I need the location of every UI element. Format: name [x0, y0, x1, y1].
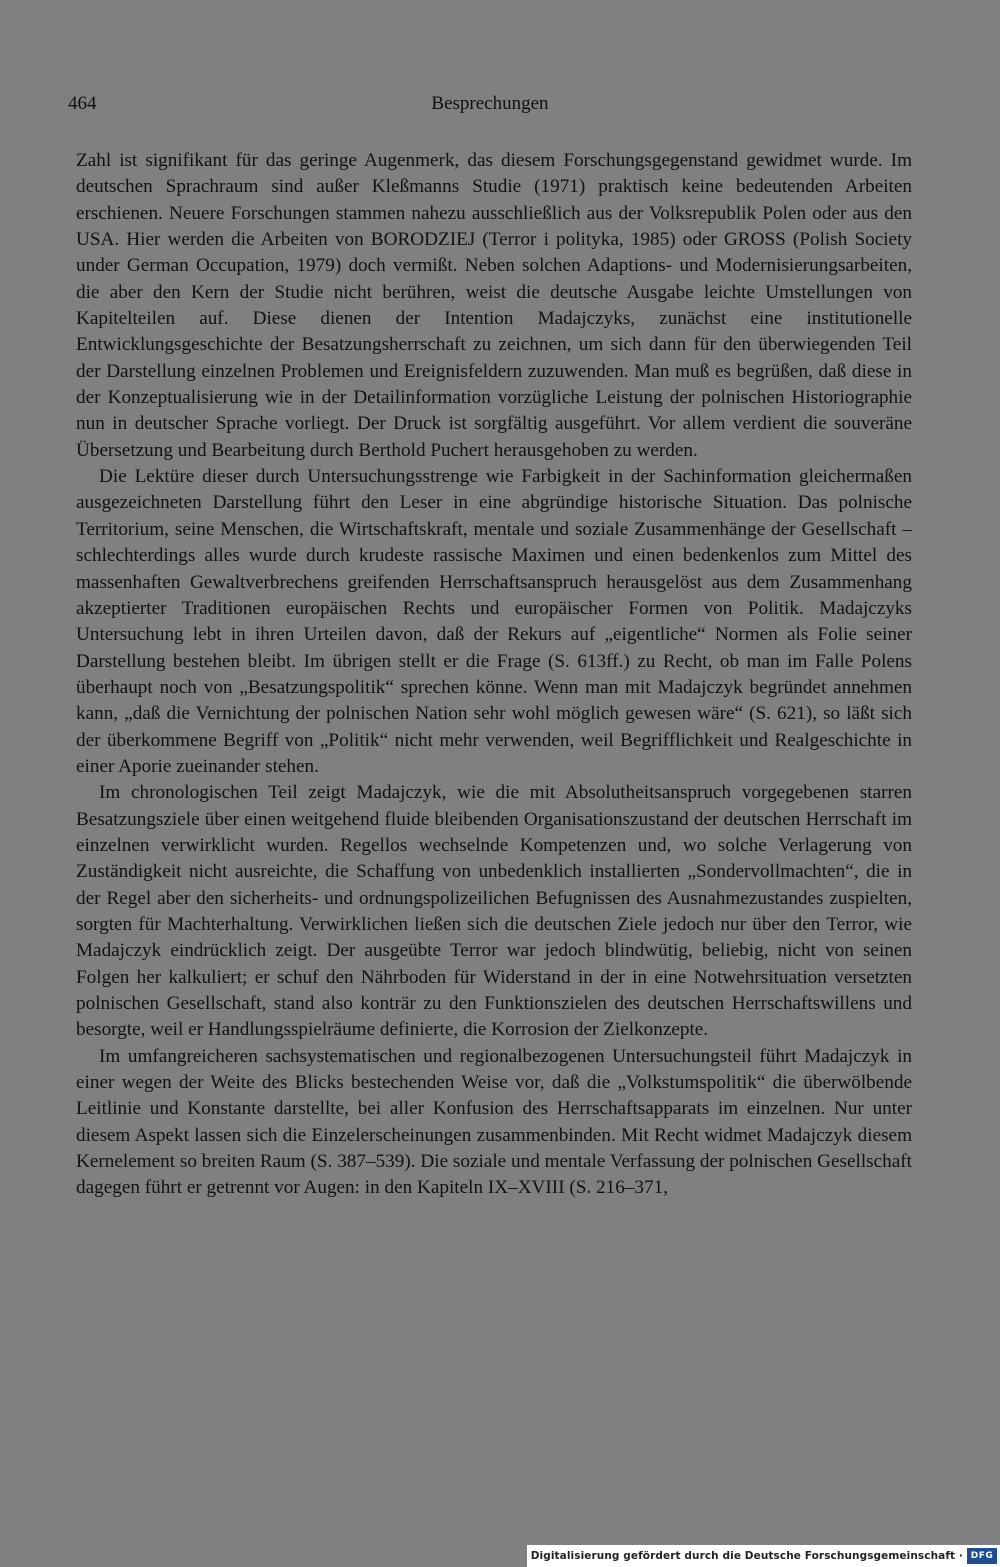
page-number: 464	[68, 93, 97, 114]
running-head: Besprechungen	[431, 93, 549, 114]
digitization-footer	[527, 1545, 1000, 1567]
paragraph-1: Zahl ist signifikant für das geringe Augenmerk, das diesem Forschungsgegenstand gewidmet wurde. Im deutschen Sprachraum sind außer Kleßmanns Studie (1971) praktisch keine bedeutenden Arbeiten erschienen. Neuere Forschungen stammen nahezu ausschließlich aus der Volksrepublik Polen oder aus den USA. Hier werden die Arbeiten von BORODZIEJ (Terror i polityka, 1985) oder GROSS (Polish Society under German Occupation, 1979) doch vermißt. Neben solchen Adaptions- und Modernisierungsarbeiten, die aber den Kern der Studie nicht berühren, weist die deutsche Ausgabe leichte Umstellungen von Kapitelteilen auf. Diese dienen der Intention Madajczyks, zunächst eine institutionelle Entwicklungsgeschichte der Besatzungsherrschaft zu zeichnen, um sich dann für den überwiegenden Teil der Darstellung einzelnen Problemen und Ereignisfeldern zuzuwenden. Man muß es begrüßen, daß diese in der Konzeptualisierung wie in der Detailinformation vorzügliche Leistung der polnischen Historiographie nun in deutscher Sprache vorliegt. Der Druck ist sorgfältig ausgeführt. Vor allem verdient die souveräne Übersetzung und Bearbeitung durch Berthold Puchert herausgehoben zu werden.	[76, 150, 912, 461]
page-header	[68, 93, 912, 123]
funding-notice: Digitalisierung gefördert durch die Deutsche Forschungsgemeinschaft ·	[530, 1550, 963, 1562]
dfg-logo-icon: DFG	[967, 1548, 997, 1564]
paragraph-4: Im umfangreicheren sachsystematischen und regionalbezogenen Untersuchungsteil führt Madajczyk in einer wegen der Weite des Blicks bestechenden Weise vor, daß die „Volkstumspolitik“ die überwölbende Leitlinie und Konstante darstellte, bei aller Konfusion des Herrschaftsapparats im einzelnen. Nur unter diesem Aspekt lassen sich die Einzelerscheinungen zusammenbinden. Mit Recht widmet Madajczyk diesem Kernelement so breiten Raum (S. 387–539). Die soziale und mentale Verfassung der polnischen Gesellschaft dagegen führt er getrennt vor Augen: in den Kapiteln IX–XVIII (S. 216–371,	[76, 1045, 912, 1199]
paragraph-3: Im chronologischen Teil zeigt Madajczyk, wie die mit Absolutheitsanspruch vorgegebenen starren Besatzungsziele über einen weitgehend fluide bleibenden Organisationszustand der deutschen Herrschaft im einzelnen verwirklicht wurden. Regellos wechselnde Kompetenzen und, wo solche Verlagerung von Zuständigkeit nicht ausreichte, die Schaffung von unbedenklich installierten „Sondervollmachten“, die in der Regel aber den sicherheits- und ordnungspolizeilichen Befugnissen des Ausnahmezustandes zuspielten, sorgten für Machterhaltung. Verwirklichen ließen sich die deutschen Ziele jedoch nur über den Terror, wie Madajczyk eindrücklich zeigt. Der ausgeübte Terror war jedoch blindwütig, beliebig, nicht von seinen Folgen her kalkuliert; er schuf den Nährboden für Widerstand in der in eine Notwehrsituation versetzten polnischen Gesellschaft, stand also konträr zu den Funktionszielen des deutschen Herrschaftswillens und besorgte, weil er Handlungsspielräume definierte, die Korrosion der Zielkonzepte.	[76, 782, 912, 1041]
paragraph-2: Die Lektüre dieser durch Untersuchungsstrenge wie Farbigkeit in der Sachinformation gleichermaßen ausgezeichneten Darstellung führt den Leser in eine abgründige historische Situation. Das polnische Territorium, seine Menschen, die Wirtschaftskraft, mentale und soziale Zusammenhänge der Gesellschaft – schlechterdings alles wurde durch krudeste rassische Maximen und einen bedenkenlos zum Mittel des massenhaften Gewaltverbrechens greifenden Herrschaftsanspruch herausgelöst aus dem Zusammenhang akzeptierter Traditionen europäischen Rechts und europäischer Formen von Politik. Madajczyks Untersuchung lebt in ihren Urteilen davon, daß der Rekurs auf „eigentliche“ Normen als Folie seiner Darstellung bestehen bleibt. Im übrigen stellt er die Frage (S. 613ff.) zu Recht, ob man im Falle Polens überhaupt noch von „Besatzungspolitik“ sprechen könne. Wenn man mit Madajczyk begründet annehmen kann, „daß die Vernichtung der polnischen Nation sehr wohl möglich gewesen wäre“ (S. 621), so läßt sich der überkommene Begriff von „Politik“ nicht mehr verwenden, weil Begrifflichkeit und Realgeschichte in einer Aporie zueinander stehen.	[76, 466, 912, 777]
review-body-text	[76, 148, 912, 1202]
